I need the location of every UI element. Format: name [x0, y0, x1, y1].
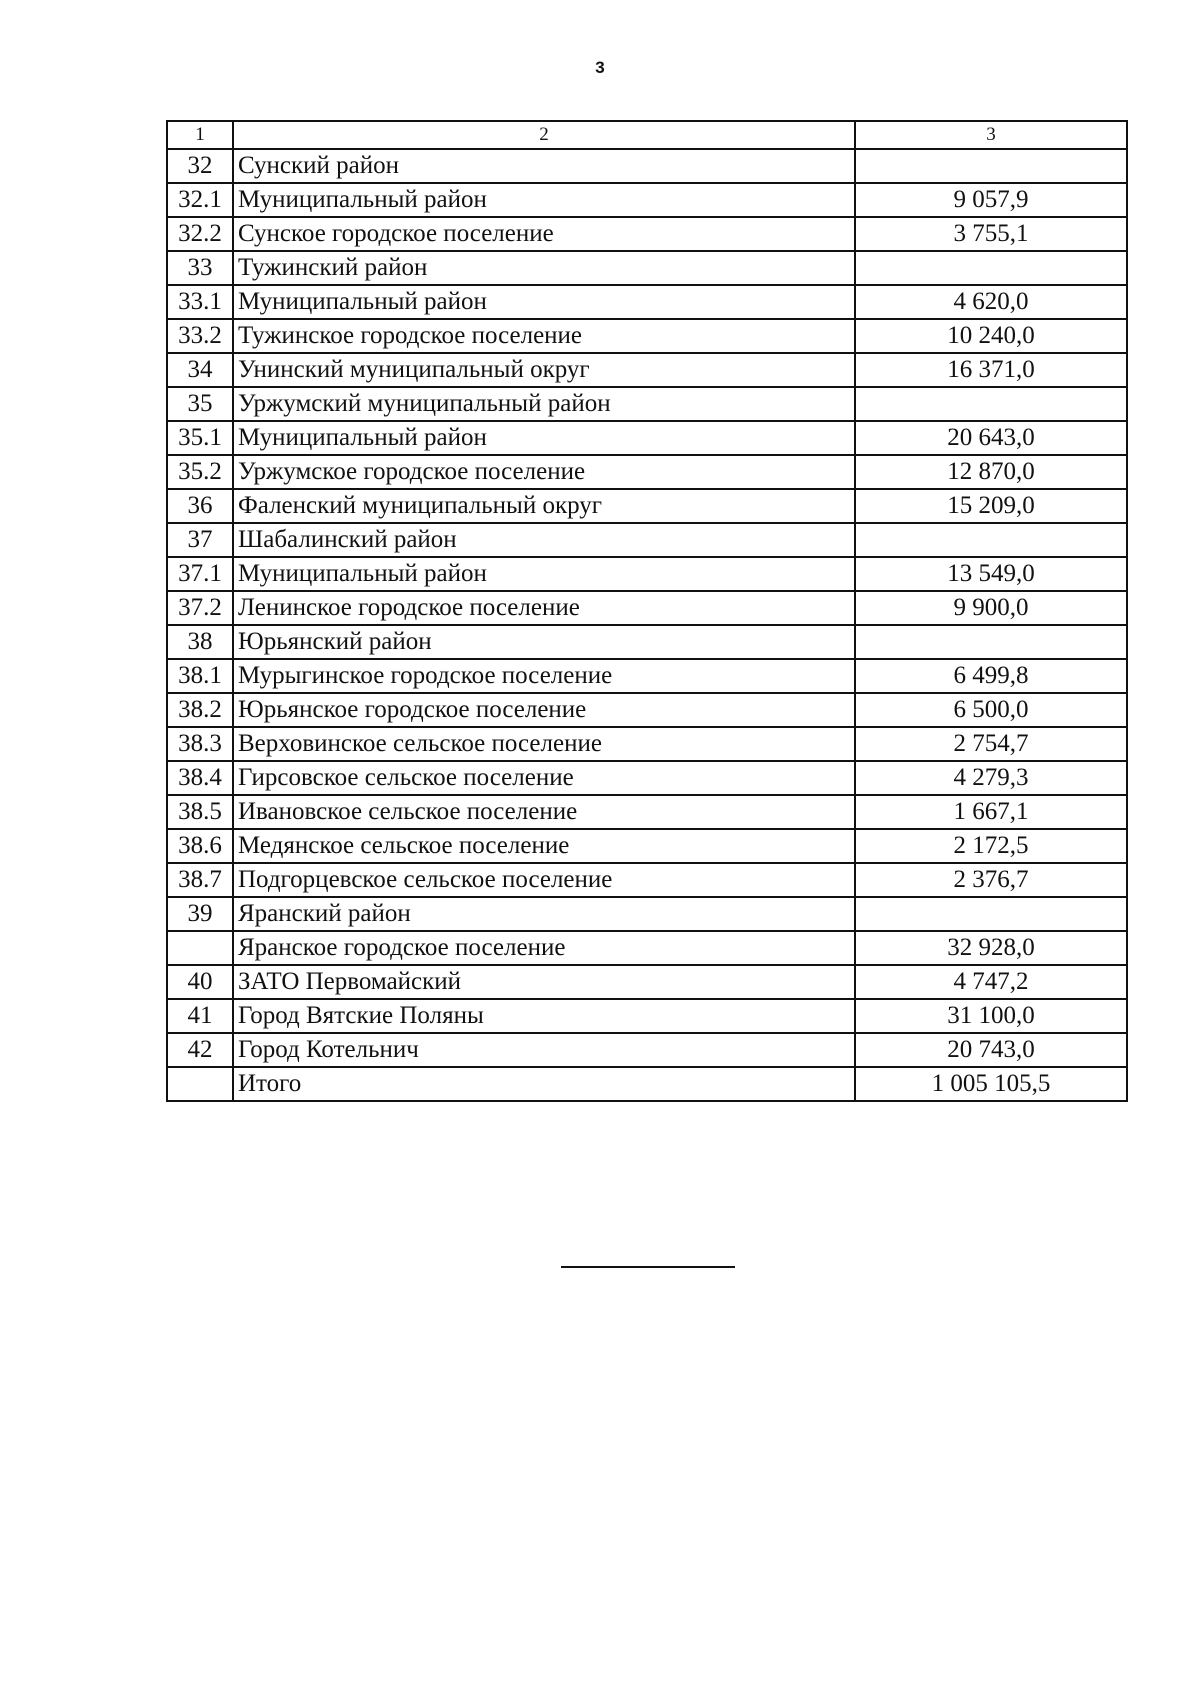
row-name: ЗАТО Первомайский	[233, 965, 855, 999]
table-header-row	[167, 121, 1127, 149]
table-row	[167, 965, 1127, 999]
table-row	[167, 557, 1127, 591]
table-row	[167, 795, 1127, 829]
row-value: 6 500,0	[855, 693, 1127, 727]
table-row	[167, 999, 1127, 1033]
row-number: 33.2	[167, 319, 233, 353]
row-number: 35	[167, 387, 233, 421]
row-number: 32	[167, 149, 233, 183]
row-name: Яранское городское поселение	[233, 931, 855, 965]
table-row	[167, 727, 1127, 761]
row-value: 4 747,2	[855, 965, 1127, 999]
row-name: Муниципальный район	[233, 285, 855, 319]
row-name: Ивановское сельское поселение	[233, 795, 855, 829]
row-value: 13 549,0	[855, 557, 1127, 591]
row-value: 1 667,1	[855, 795, 1127, 829]
row-number: 36	[167, 489, 233, 523]
row-number: 38.6	[167, 829, 233, 863]
row-name: Юрьянский район	[233, 625, 855, 659]
row-name: Город Котельнич	[233, 1033, 855, 1067]
row-name: Итого	[233, 1067, 855, 1101]
row-name: Уржумский муниципальный район	[233, 387, 855, 421]
row-value: 20 643,0	[855, 421, 1127, 455]
row-number: 41	[167, 999, 233, 1033]
row-name: Подгорцевское сельское поселение	[233, 863, 855, 897]
table-row	[167, 761, 1127, 795]
row-value: 2 172,5	[855, 829, 1127, 863]
table-row	[167, 863, 1127, 897]
row-value	[855, 387, 1127, 421]
row-name: Муниципальный район	[233, 183, 855, 217]
row-value: 10 240,0	[855, 319, 1127, 353]
row-name: Юрьянское городское поселение	[233, 693, 855, 727]
row-name: Медянское сельское поселение	[233, 829, 855, 863]
table-row	[167, 523, 1127, 557]
row-value: 2 376,7	[855, 863, 1127, 897]
row-number: 38.5	[167, 795, 233, 829]
page-number: 3	[595, 58, 605, 77]
row-value	[855, 897, 1127, 931]
row-number: 37	[167, 523, 233, 557]
row-number: 33.1	[167, 285, 233, 319]
row-number	[167, 931, 233, 965]
row-name: Муниципальный район	[233, 557, 855, 591]
row-name: Город Вятские Поляны	[233, 999, 855, 1033]
row-number: 38.7	[167, 863, 233, 897]
row-value	[855, 625, 1127, 659]
row-value: 3 755,1	[855, 217, 1127, 251]
table-row	[167, 625, 1127, 659]
table-row	[167, 285, 1127, 319]
row-name: Унинский муниципальный округ	[233, 353, 855, 387]
row-number: 32.2	[167, 217, 233, 251]
row-value: 16 371,0	[855, 353, 1127, 387]
row-value: 1 005 105,5	[855, 1067, 1127, 1101]
row-value	[855, 149, 1127, 183]
table-row	[167, 591, 1127, 625]
row-name: Гирсовское сельское поселение	[233, 761, 855, 795]
row-value: 9 057,9	[855, 183, 1127, 217]
row-number: 38.1	[167, 659, 233, 693]
end-separator-line	[561, 1266, 735, 1268]
row-number: 37.2	[167, 591, 233, 625]
row-value: 31 100,0	[855, 999, 1127, 1033]
row-number: 32.1	[167, 183, 233, 217]
row-name: Фаленский муниципальный округ	[233, 489, 855, 523]
row-name: Сунское городское поселение	[233, 217, 855, 251]
row-name: Уржумское городское поселение	[233, 455, 855, 489]
row-name: Тужинский район	[233, 251, 855, 285]
row-number: 40	[167, 965, 233, 999]
table-row	[167, 829, 1127, 863]
row-name: Мурыгинское городское поселение	[233, 659, 855, 693]
table-row	[167, 387, 1127, 421]
table-row	[167, 251, 1127, 285]
row-number	[167, 1067, 233, 1101]
table-row	[167, 1033, 1127, 1067]
table-row	[167, 897, 1127, 931]
row-number: 35.2	[167, 455, 233, 489]
row-value: 15 209,0	[855, 489, 1127, 523]
table-row	[167, 217, 1127, 251]
row-number: 37.1	[167, 557, 233, 591]
row-value: 6 499,8	[855, 659, 1127, 693]
row-name: Тужинское городское поселение	[233, 319, 855, 353]
row-number: 39	[167, 897, 233, 931]
row-number: 33	[167, 251, 233, 285]
table-row	[167, 489, 1127, 523]
allocation-table	[166, 120, 1128, 1102]
row-value	[855, 251, 1127, 285]
table-row	[167, 353, 1127, 387]
row-name: Верховинское сельское поселение	[233, 727, 855, 761]
row-number: 35.1	[167, 421, 233, 455]
table-row	[167, 693, 1127, 727]
row-name: Сунский район	[233, 149, 855, 183]
table-row	[167, 421, 1127, 455]
table-row	[167, 659, 1127, 693]
table-row	[167, 1067, 1127, 1101]
row-value: 32 928,0	[855, 931, 1127, 965]
row-number: 38	[167, 625, 233, 659]
header-col-2: 2	[233, 121, 855, 149]
table-row	[167, 455, 1127, 489]
row-number: 34	[167, 353, 233, 387]
table-row	[167, 183, 1127, 217]
header-col-1: 1	[167, 121, 233, 149]
row-number: 38.4	[167, 761, 233, 795]
row-value: 12 870,0	[855, 455, 1127, 489]
row-number: 38.2	[167, 693, 233, 727]
table-row	[167, 149, 1127, 183]
row-name: Яранский район	[233, 897, 855, 931]
header-col-3: 3	[855, 121, 1127, 149]
row-name: Ленинское городское поселение	[233, 591, 855, 625]
row-value: 20 743,0	[855, 1033, 1127, 1067]
row-name: Муниципальный район	[233, 421, 855, 455]
row-name: Шабалинский район	[233, 523, 855, 557]
row-number: 38.3	[167, 727, 233, 761]
table-row	[167, 319, 1127, 353]
row-value	[855, 523, 1127, 557]
row-value: 2 754,7	[855, 727, 1127, 761]
row-number: 42	[167, 1033, 233, 1067]
row-value: 9 900,0	[855, 591, 1127, 625]
row-value: 4 279,3	[855, 761, 1127, 795]
table-row	[167, 931, 1127, 965]
row-value: 4 620,0	[855, 285, 1127, 319]
